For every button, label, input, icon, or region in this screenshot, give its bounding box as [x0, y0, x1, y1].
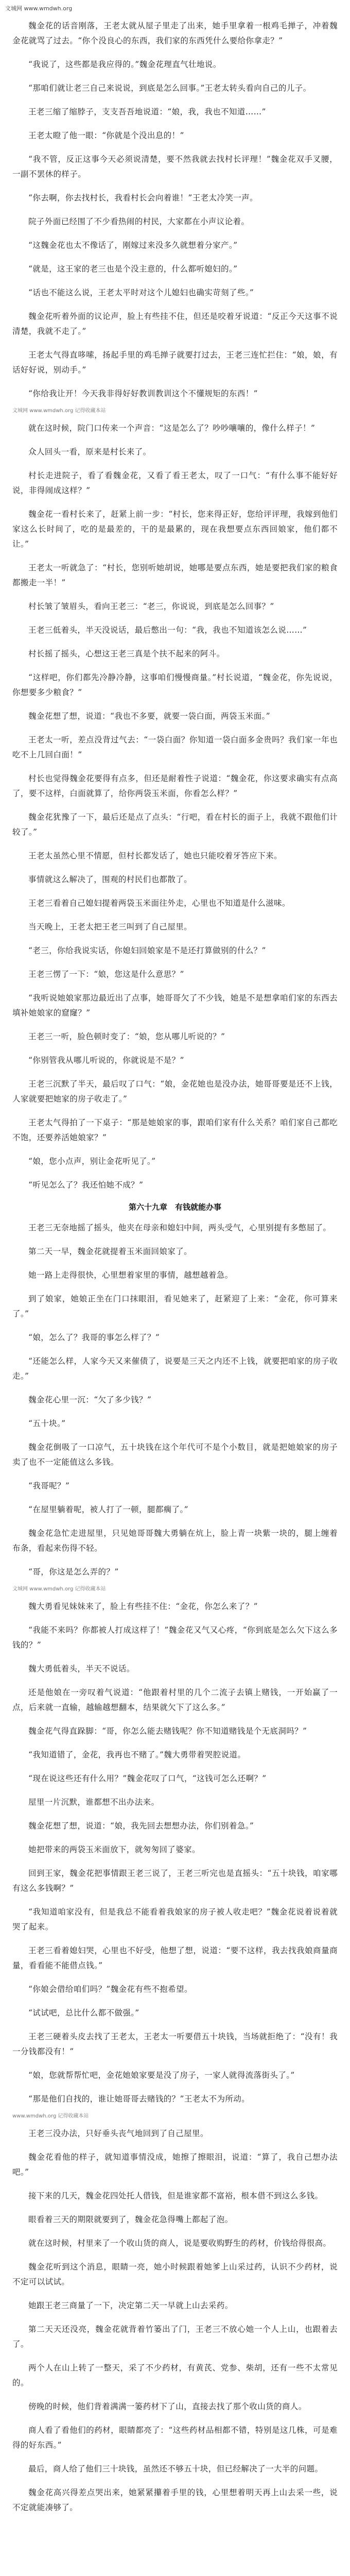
paragraph: 王老三无奈地摇了摇头，他夹在母亲和媳妇中间，两头受气，心里别提有多憋屈了。: [28, 1223, 331, 1232]
paragraph: 魏金花想了想，说道：“我也不多要，就要一袋白面，两袋玉米面。”: [28, 711, 271, 721]
paragraph: 魏金花急忙走进屋里，只见她哥哥魏大勇躺在炕上，脸上青一块紫一块的，腿上缠着布条，看起来伤得不轻。: [12, 1529, 338, 1553]
paragraph: 王老太瞪了他一眼：“你就是个没出息的！”: [28, 131, 184, 140]
paragraph: 第二天一早，魏金花就提着玉米面回娘家了。: [28, 1247, 192, 1256]
paragraph: 到了娘家，她娘正坐在门口抹眼泪，看见她来了，赶紧迎了上来：“金花，你可算来了。”: [12, 1294, 338, 1318]
paragraph: “我不管，反正这事今天必须说清楚，要不然我就去找村长评理！”魏金花双手叉腰，一副不罢休的样子。: [12, 155, 338, 179]
paragraph: 魏金花想了想，说道：“娘，我先回去想想办法，你们别着急。”: [28, 1821, 254, 1831]
paragraph: “娘，怎么了？我哥的事怎么样了？”: [28, 1333, 160, 1342]
paragraph: 村长摇了摇头，心想这王老三真是个扶不起来的阿斗。: [28, 649, 225, 658]
paragraph: 还是他娘在一旁叹着气说道：“他跟着村里的几个二流子去镇上赌钱，一开始赢了一点，后来就一直输，越输越想翻本，结果就欠下了这么多。”: [12, 1688, 338, 1712]
paragraph: 魏大勇低着头，半天不说话。: [28, 1664, 135, 1673]
site-watermark: 文城网 www.wmdwh.org 记得收藏本站: [12, 1586, 106, 1592]
paragraph: “试试吧，总比什么都不做强。”: [28, 2008, 139, 2018]
paragraph: “我听说她娘家那边最近出了点事，她哥哥欠了不少钱，她是不是想拿咱们家的东西去填补她娘家的窟窿？”: [12, 993, 338, 1018]
paragraph: 魏大勇看见妹妹来了，脸上有些挂不住：“金花，你怎么来了？”: [28, 1602, 258, 1611]
page-header: 文城网 www.wmdwh.org: [5, 5, 73, 12]
paragraph: 魏金花的话音刚落，王老太就从屋子里走了出来，她手里拿着一根鸡毛掸子，冲着魏金花就骂了过去。“你个没良心的东西，我们家的东西凭什么要给你拿走？”: [12, 21, 338, 45]
site-watermark: 文城网 www.wmdwh.org 记得收藏本站: [12, 408, 106, 414]
paragraph: “现在说这些还有什么用？”魏金花叹了口气，“这钱可怎么还啊？”: [28, 1774, 267, 1783]
paragraph: 王老三低着头，半天没说话，最后憋出一句：“我，我也不知道该怎么说……”: [28, 625, 307, 635]
paragraph: “你别管我从哪儿听说的，你就说是不是？”: [28, 1056, 184, 1065]
paragraph: 魏金花看他的样子，就知道事情没成，她擦了擦眼泪，说道：“算了，我自己想办法吧。”: [12, 2153, 338, 2177]
paragraph: “这魏金花也太不像话了，刚嫁过来没多久就想着分家产。”: [28, 241, 238, 250]
article-body: [12, 19, 338, 2524]
paragraph: 众人回头一看，原来是村长来了。: [28, 447, 151, 456]
paragraph: 商人看了看他们的药材，眼睛都亮了：“这些药材品相都不错，特别是这几株，可是难得的好东西。”: [12, 2426, 338, 2450]
paragraph: “你去啊，你去找村长，我看村长会向着谁！”王老太冷笑一声。: [28, 193, 258, 202]
paragraph: 两个人在山上转了一整天，采了不少药材，有黄芪、党参、柴胡，还有一些不太常见的。: [12, 2363, 338, 2387]
paragraph: 王老三愣了一下：“娘，您这是什么意思？”: [28, 970, 184, 979]
site-watermark: www.wmdwh.org 记得收藏本站: [12, 2113, 89, 2119]
paragraph: “老三，你给我说实话，你媳妇回娘家是不是还打算做别的什么？”: [28, 946, 266, 955]
paragraph: 她跟王老三商量了一下，决定第二天一早就上山去采药。: [28, 2301, 233, 2310]
paragraph: 接下来的几天，魏金花四处托人借钱，但是谁家都不富裕，根本借不到这么多钱。: [28, 2191, 323, 2200]
chapter-title: 第六十九章 有钱就能办事: [128, 1202, 221, 1212]
paragraph: “那是他们自找的，谁让她哥哥去赌钱的？”王老太不为所动。: [28, 2094, 250, 2104]
paragraph: 院子外面已经围了不少看热闹的村民，大家都在小声议论着。: [28, 217, 250, 226]
paragraph: “我知道咱家没有，但是我总不能看着我娘家的房子被人收走吧？”魏金花说着说着就哭了起来。: [12, 1907, 338, 1931]
paragraph: “五十块。”: [28, 1419, 66, 1428]
paragraph: 王老太一听就急了：“村长，您别听她胡说，她哪是要点东西，她是要把我们家的粮食都搬走一半！”: [12, 563, 338, 587]
paragraph: 魏金花听着外面的议论声，脸上有些挂不住，但还是咬着牙说道：“反正今天这事不说清楚，我就不走了。”: [12, 312, 338, 336]
paragraph: “你给我让开！今天我非得好好教训教训这个不懂规矩的东西！”: [28, 389, 258, 398]
paragraph: 魏金花倒吸了一口凉气，五十块钱在这个年代可不是个小数目，就是把她娘家的房子卖了也不一定能值这么多钱。: [12, 1443, 338, 1467]
paragraph: “听见怎么了？我还怕她不成？”: [28, 1180, 144, 1190]
paragraph: 王老三硬着头皮去找了王老太，王老太一听要借五十块钱，当场就拒绝了：“没有！我一分钱都没有！”: [12, 2032, 338, 2056]
paragraph: 魏金花高兴得差点哭出来，她紧紧攥着手里的钱，心里想着明天再上山去采一些，说不定就能凑够了。: [12, 2488, 338, 2512]
paragraph: “娘，您就帮帮忙吧，金花她娘家要是没了房子，一家人就得流落街头了。”: [28, 2071, 295, 2080]
paragraph: “我说了，这些都是我应得的。”魏金花理直气壮地说。: [28, 60, 221, 69]
paragraph: “那咱们就让老三自己来说说，到底是怎么回事。”王老太转头看向自己的儿子。: [28, 83, 311, 93]
paragraph: 王老三一听，脸色顿时变了：“娘，您从哪儿听说的？”: [28, 1032, 225, 1041]
paragraph: 事情就这么解决了，围观的村民们也都散了。: [28, 875, 192, 884]
paragraph: “话也不能这么说，王老太平时对这个儿媳妇也确实苛刻了些。”: [28, 288, 254, 297]
paragraph: 眼看着三天的期限就要到了，魏金花急得嘴上都起了泡。: [28, 2215, 233, 2224]
paragraph: “你娘会借给咱们吗？”魏金花有些不抱希望。: [28, 1985, 192, 1994]
paragraph: 王老三看着自己媳妇提着两袋玉米面往外走，心里也不知道是什么滋味。: [28, 899, 290, 908]
paragraph: “我哥呢？”: [28, 1481, 70, 1490]
paragraph: 魏金花一看村长来了，赶紧上前一步：“村长，您来得正好，您给评评理，我嫁到他们家这么长时间了，吃的是最差的，干的是最累的，现在我想要点东西回娘家，他们都不让。”: [12, 510, 338, 549]
paragraph: 王老太一听，差点没背过气去：“一袋白面？你知道一袋白面多金贵吗？我们家一年也吃不上几回白面！”: [12, 735, 338, 759]
paragraph: “娘，您小点声，别让金花听见了。”: [28, 1157, 156, 1166]
paragraph: 她一路上走得很快，心里想着家里的事情，越想越着急。: [28, 1270, 233, 1280]
paragraph: 村长皱了皱眉头，看向王老三：“老三，你说说，到底是怎么回事？”: [28, 602, 274, 611]
paragraph: 就在这时候，村里来了一个收山货的商人，说是要收购野生的药材，价钱给得很高。: [28, 2239, 331, 2248]
paragraph: 她把带来的两袋玉米面放下，就匆匆回了婆家。: [28, 1845, 200, 1854]
paragraph: “就是，这王家的老三也是个没主意的，什么都听媳妇的。”: [28, 264, 238, 274]
paragraph: 王老三看着媳妇哭，心里也不好受，他想了想，说道：“要不这样，我去找我娘商量商量，看看能不能借点钱。”: [12, 1946, 338, 1970]
paragraph: 王老三缩了缩脖子，支支吾吾地说道：“娘，我，我也不知道……”: [28, 107, 266, 116]
paragraph: “在屋里躺着呢，被人打了一顿，腿都瘸了。”: [28, 1505, 188, 1514]
paragraph: 当天晚上，王老太把王老三叫到了自己屋里。: [28, 922, 192, 931]
paragraph: 魏金花听到这个消息，眼睛一亮，她小时候跟着她爹上山采过药，认识不少药材，说不定可以试试。: [12, 2262, 338, 2286]
paragraph: “这样吧，你们都先冷静冷静，这事咱们慢慢商量。”村长说道，“魏金花，你先说说，你想要多少粮食？”: [12, 673, 338, 697]
paragraph: 魏金花心里一沉：“欠了多少钱？”: [28, 1395, 152, 1404]
paragraph: 村长走进院子，看了看魏金花，又看了看王老太，叹了一口气：“有什么事不能好好说，非得闹成这样？”: [12, 471, 338, 495]
paragraph: 王老太虽然心里不情愿，但村长都发话了，她也只能咬着牙答应下来。: [28, 851, 282, 860]
paragraph: 王老太气得直哆嗦，扬起手里的鸡毛掸子就要打过去，王老三连忙拦住：“娘，娘，有话好好说，别动手。”: [12, 350, 338, 375]
paragraph: 王老三没办法，只好垂头丧气地回到了自己屋里。: [28, 2129, 208, 2138]
paragraph: 第二天天还没亮，魏金花就背着竹篓出了门，王老三不放心她一个人上山，也跟着去了。: [12, 2325, 338, 2349]
paragraph: 傍晚的时候，他们背着满满一篓药材下了山，直接去找了那个收山货的商人。: [28, 2402, 307, 2411]
paragraph: 回到王家，魏金花把事情跟王老三说了，王老三听完也是直摇头：“五十块钱，咱家哪有这么多钱啊？”: [12, 1869, 338, 1893]
paragraph: “我能不来吗？你都被人打成这样了！”魏金花又气又心疼，“你到底是怎么欠下这么多钱的？”: [12, 1625, 338, 1650]
paragraph: 王老太气得拍了一下桌子：“那是她娘家的事，跟咱们家有什么关系？咱们家自己都吃不饱，还要养活她娘家？”: [12, 1118, 338, 1142]
paragraph: 最后，商人给了他们三十块钱，虽然还不够五十块，但已经解决了一大半的问题。: [28, 2464, 323, 2473]
paragraph: “还能怎么样，人家今天又来催债了，说要是三天之内还不上钱，就要把咱家的房子收走。”: [12, 1357, 338, 1381]
paragraph: 王老三沉默了半天，最后叹了口气：“娘，金花她也是没办法，她哥哥要是还不上钱，人家就要把她家的房子收走了。”: [12, 1079, 338, 1104]
paragraph: “我知道错了，金花，我再也不赌了。”魏大勇带着哭腔说道。: [28, 1750, 246, 1759]
paragraph: 魏金花气得直跺脚：“哥，你怎么能去赌钱呢？你不知道赌钱是个无底洞吗？”: [28, 1726, 307, 1736]
paragraph: 屋里一片沉默，谁都想不出办法来。: [28, 1798, 160, 1807]
paragraph: 魏金花犹豫了一下，最后还是点了点头：“行吧，看在村长的面子上，我就不跟他们计较了。”: [12, 812, 338, 837]
paragraph: 就在这时候，院门口传来一个声音：“这是怎么了？吵吵嚷嚷的，像什么样子！”: [28, 423, 316, 433]
paragraph: “哥，你这是怎么弄的？”: [28, 1567, 119, 1577]
paragraph: 村长也觉得魏金花要得有点多，但还是耐着性子说道：“魏金花，你这要求确实有点高了，要不这样，白面就算了，给你两袋玉米面，你看怎么样？”: [12, 774, 338, 798]
